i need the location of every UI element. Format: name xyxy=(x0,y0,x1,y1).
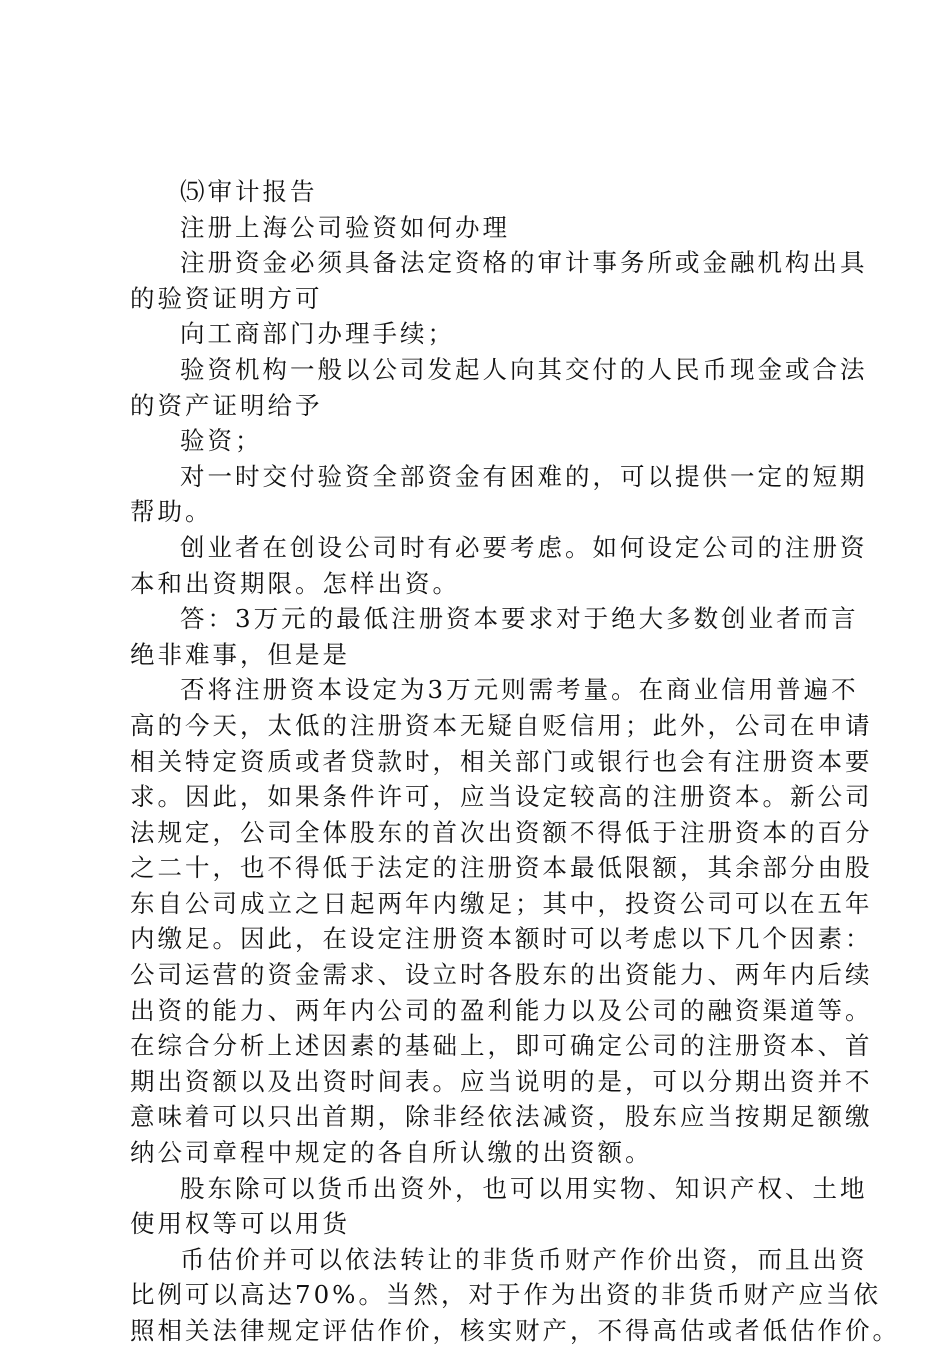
paragraph-line: 在综合分析上述因素的基础上，即可确定公司的注册资本、首 xyxy=(130,1031,873,1061)
paragraph-line: 纳公司章程中规定的各自所认缴的出资额。 xyxy=(130,1138,653,1168)
paragraph xyxy=(130,672,873,1170)
paragraph xyxy=(130,1171,868,1242)
paragraph-line: 向工商部门办理手续； xyxy=(180,319,455,349)
paragraph-line: 注册上海公司验资如何办理 xyxy=(180,212,510,242)
paragraph-line: ⑸审计报告 xyxy=(180,177,318,206)
paragraph-line: 意味着可以只出首期，除非经依法减资，股东应当按期足额缴 xyxy=(130,1102,873,1132)
paragraph-line: 币估价并可以依法转让的非货币财产作价出资，而且出资 xyxy=(180,1244,868,1274)
paragraph-line: 相关特定资质或者贷款时，相关部门或银行也会有注册资本要 xyxy=(130,746,873,776)
paragraph-line: 内缴足。因此，在设定注册资本额时可以考虑以下几个因素： xyxy=(130,924,873,954)
paragraph-line: 法规定，公司全体股东的首次出资额不得低于注册资本的百分 xyxy=(130,817,873,847)
paragraph-line: 出资的能力、两年内公司的盈利能力以及公司的融资渠道等。 xyxy=(130,995,873,1025)
paragraph xyxy=(130,459,868,530)
paragraph-line: 照相关法律规定评估作价，核实财产，不得高估或者低估作价。 xyxy=(130,1316,900,1345)
paragraph-line: 东自公司成立之日起两年内缴足；其中，投资公司可以在五年 xyxy=(130,888,873,918)
paragraph-line: 验资； xyxy=(180,426,263,456)
paragraph-line: 帮助。 xyxy=(130,497,213,527)
paragraph-line: 否将注册资本设定为3万元则需考量。在商业信用普遍不 xyxy=(180,675,859,705)
paragraph-line: 本和出资期限。怎样出资。 xyxy=(130,568,460,598)
document-body xyxy=(130,174,900,1349)
paragraph xyxy=(130,245,868,316)
paragraph-line: 求。因此，如果条件许可，应当设定较高的注册资本。新公司 xyxy=(130,782,873,812)
paragraph-line: 比例可以高达70%。当然，对于作为出资的非货币财产应当依 xyxy=(130,1280,881,1310)
paragraph-line: 使用权等可以用货 xyxy=(130,1209,350,1239)
paragraph-line: 的验资证明方可 xyxy=(130,283,323,313)
paragraph xyxy=(130,423,835,459)
paragraph xyxy=(130,352,868,423)
paragraph-line: 之二十，也不得低于法定的注册资本最低限额，其余部分由股 xyxy=(130,853,873,883)
paragraph-audit-report xyxy=(130,174,835,210)
paragraph-line: 公司运营的资金需求、设立时各股东的出资能力、两年内后续 xyxy=(130,960,873,990)
paragraph-line: 注册资金必须具备法定资格的审计事务所或金融机构出具 xyxy=(180,248,868,278)
paragraph-line: 答：3万元的最低注册资本要求对于绝大多数创业者而言 xyxy=(180,604,859,634)
paragraph xyxy=(130,1242,900,1349)
paragraph-line: 期出资额以及出资时间表。应当说明的是，可以分期出资并不 xyxy=(130,1066,873,1096)
paragraph xyxy=(130,316,835,352)
paragraph-line: 创业者在创设公司时有必要考虑。如何设定公司的注册资 xyxy=(180,532,868,562)
paragraph-line: 股东除可以货币出资外，也可以用实物、知识产权、土地 xyxy=(180,1173,868,1203)
paragraph-line: 绝非难事，但是是 xyxy=(130,639,350,669)
paragraph-line: 验资机构一般以公司发起人向其交付的人民币现金或合法 xyxy=(180,354,868,384)
paragraph xyxy=(130,530,868,601)
paragraph-line: 的资产证明给予 xyxy=(130,390,323,420)
paragraph xyxy=(130,601,859,672)
paragraph-heading-capital-verification xyxy=(130,210,835,246)
paragraph-line: 对一时交付验资全部资金有困难的，可以提供一定的短期 xyxy=(180,461,868,491)
paragraph-line: 高的今天，太低的注册资本无疑自贬信用；此外，公司在申请 xyxy=(130,710,873,740)
